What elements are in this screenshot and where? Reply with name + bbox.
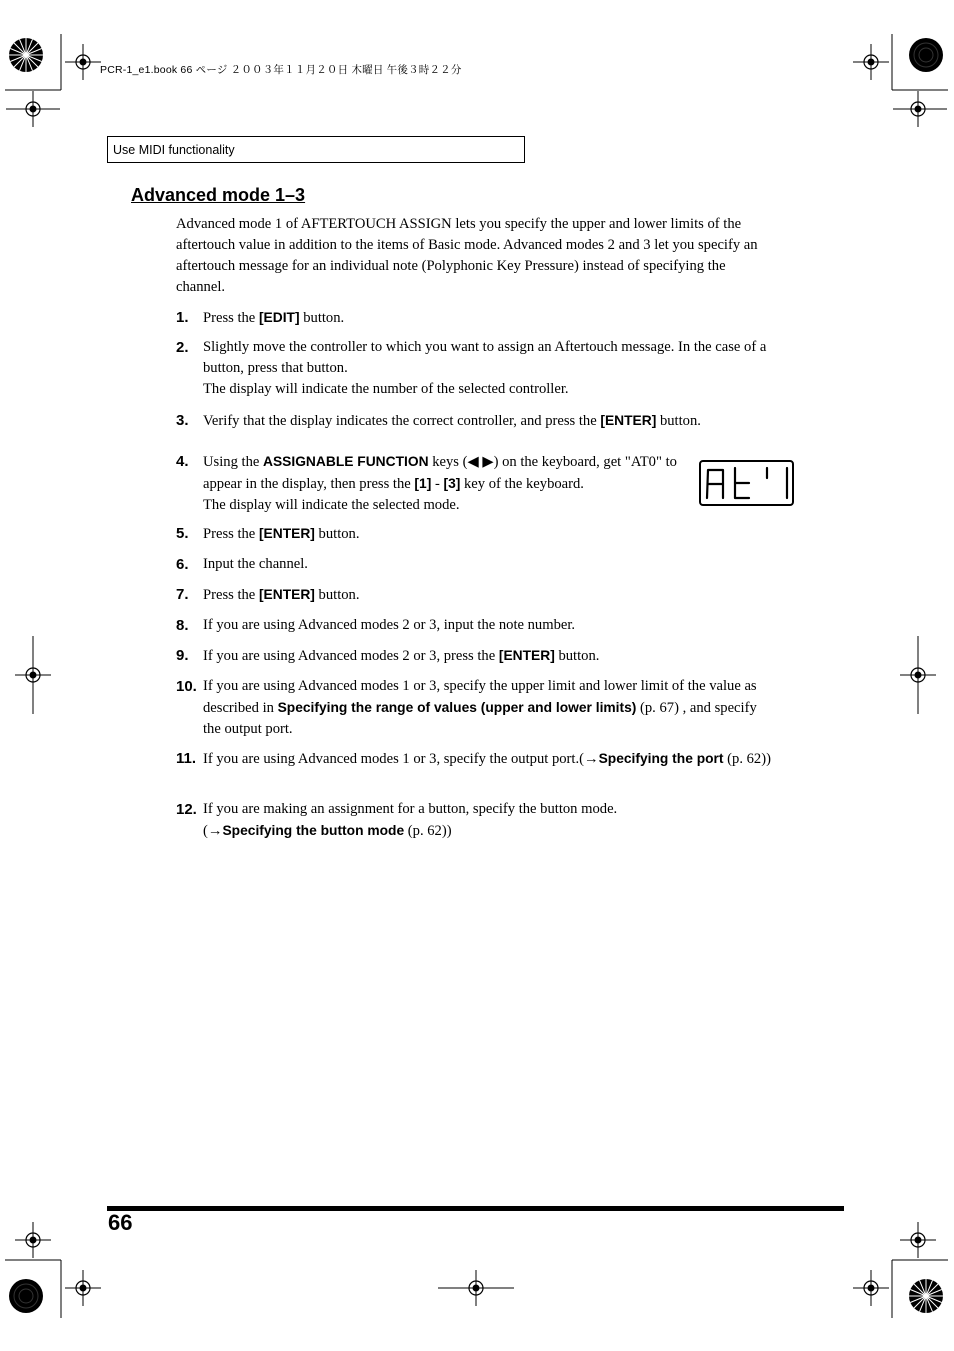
step-number: 10.: [176, 678, 197, 695]
enter-button-ref: [ENTER]: [258, 587, 315, 602]
section-label-box: [107, 136, 525, 163]
page-number: 66: [108, 1210, 133, 1235]
lcd-display: [699, 460, 794, 506]
cross-reference-button-mode: Specifying the button mode: [222, 823, 405, 838]
assignable-function-ref: ASSIGNABLE FUNCTION: [263, 454, 429, 469]
cross-reference-range: Specifying the range of values (upper and lower limits): [277, 700, 637, 715]
step-number: 1.: [176, 309, 189, 326]
enter-button-ref: [ENTER]: [498, 648, 555, 663]
step-number: 6.: [176, 556, 189, 573]
enter-button-ref: [ENTER]: [258, 526, 315, 541]
step-number: 11.: [176, 750, 197, 767]
section-label: Use MIDI functionality: [113, 143, 235, 157]
step-number: 2.: [176, 339, 189, 356]
step-number: 3.: [176, 412, 189, 429]
enter-button-ref: [ENTER]: [600, 413, 657, 428]
file-info-line: PCR-1_e1.book 66 ページ ２００３年１１月２０日 木曜日 午後３時２２分: [100, 64, 462, 76]
step-number: 12.: [176, 801, 197, 818]
cross-reference-port: Specifying the port: [598, 751, 724, 766]
footer-rule: [107, 1206, 844, 1211]
step-number: 8.: [176, 617, 189, 634]
lcd-segment-text: [701, 462, 792, 504]
step-number: 7.: [176, 586, 189, 603]
step-number: 5.: [176, 525, 189, 542]
step-number: 4.: [176, 453, 189, 470]
edit-button-ref: [EDIT]: [258, 310, 300, 325]
intro-paragraph: Advanced mode 1 of AFTERTOUCH ASSIGN lets you specify the upper and lower limits of the aftertouch value in addition to the items of Basic mode. Advanced modes 2 and 3 let you specify an aftertouch message for an individual note (Polyphonic Key Pressure) instead of specifying the channel.: [176, 216, 758, 295]
step-number: 9.: [176, 647, 189, 664]
page-heading: Advanced mode 1–3: [131, 185, 306, 205]
